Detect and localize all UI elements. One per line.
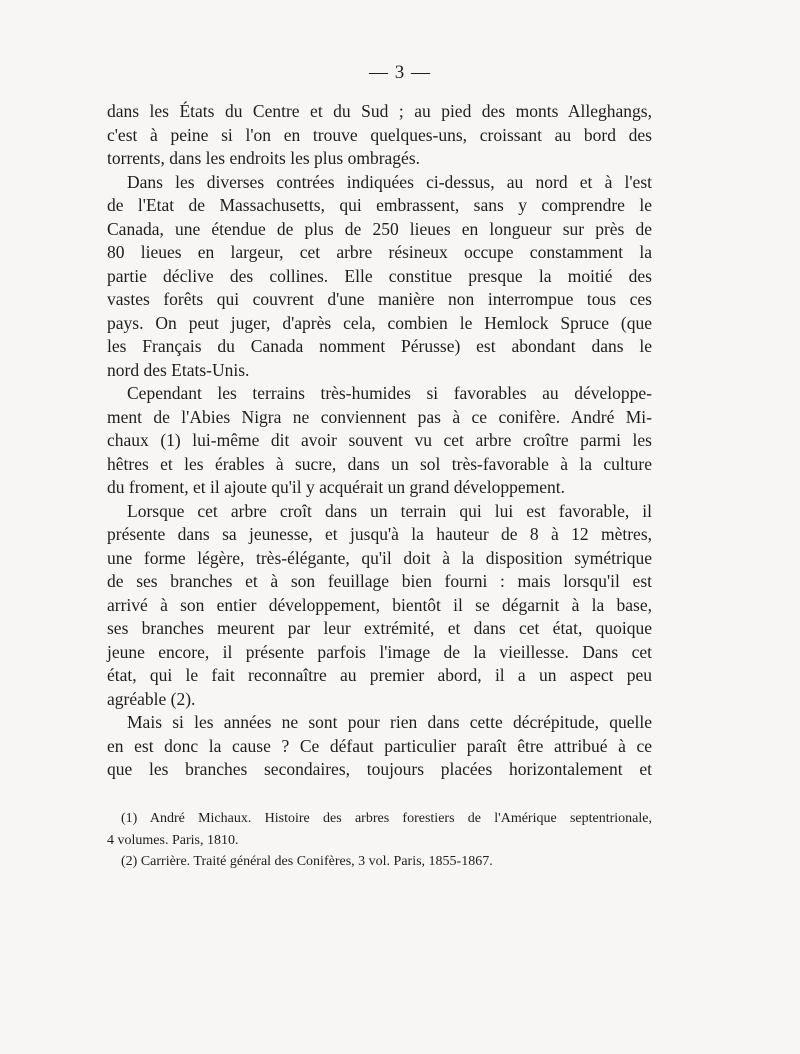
text-line: jeune encore, il présente parfois l'image de la vieillesse. Dans cet — [107, 641, 652, 662]
text-line: état, qui le fait reconnaître au premier abord, il a un aspect peu — [107, 665, 652, 685]
text-line: les Français du Canada nomment Pérusse) est abondant dans le — [107, 336, 652, 356]
text-line: du froment, et il ajoute qu'il y acquérait un grand développement. — [107, 477, 566, 497]
text-line: en est donc la cause ? Ce défaut particulier paraît être attribué à ce — [107, 735, 652, 756]
text-line: Dans les diverses contrées indiquées ci-dessus, au nord et à l'est — [127, 171, 652, 192]
text-line: Cependant les terrains très-humides si favorables au développe- — [127, 383, 652, 403]
text-line: Canada, une étendue de plus de 250 lieues en longueur sur près de — [107, 218, 652, 239]
text-line: dans les États du Centre et du Sud ; au pied des monts Alleghangs, — [107, 101, 652, 121]
text-line: de ses branches et à son feuillage bien fourni : mais lorsqu'il est — [107, 571, 652, 591]
text-line: ses branches meurent par leur extrémité, et dans cet état, quoique — [107, 618, 652, 638]
text-line: chaux (1) lui-même dit avoir souvent vu cet arbre croître parmi les — [107, 430, 652, 450]
text-line: que les branches secondaires, toujours placées horizontalement et — [107, 759, 652, 779]
text-line: partie déclive des collines. Elle constitue presque la moitié des — [107, 265, 652, 286]
footnote-2: (2) Carrière. Traité général des Conifères, 3 vol. Paris, 1855-1867. — [121, 854, 493, 869]
page-number: — 3 — — [369, 62, 431, 83]
text-line: vastes forêts qui couvrent d'une manière non interrompue tous ces — [107, 289, 652, 309]
text-line: ment de l'Abies Nigra ne conviennent pas à ce conifère. André Mi- — [107, 406, 652, 427]
text-line: Mais si les années ne sont pour rien dans cette décrépitude, quelle — [127, 712, 652, 732]
text-line: pays. On peut juger, d'après cela, combien le Hemlock Spruce (que — [107, 312, 652, 333]
footnote-1-continuation: 4 volumes. Paris, 1810. — [107, 832, 239, 848]
text-line: 80 lieues en largeur, cet arbre résineux occupe constamment la — [107, 242, 652, 262]
body-text — [107, 100, 652, 782]
text-line: arrivé à son entier développement, bientôt il se dégarnit à la base, — [107, 594, 652, 615]
text-line: une forme légère, très-élégante, qu'il doit à la disposition symétrique — [107, 547, 652, 568]
text-line: de l'Etat de Massachusetts, qui embrassent, sans y comprendre le — [107, 195, 652, 215]
text-line: c'est à peine si l'on en trouve quelques-uns, croissant au bord des — [107, 124, 652, 145]
footnote-1: (1) André Michaux. Histoire des arbres forestiers de l'Amérique septentrionale, — [121, 811, 652, 826]
text-line: torrents, dans les endroits les plus ombragés. — [107, 148, 421, 168]
text-line: Lorsque cet arbre croît dans un terrain qui lui est favorable, il — [127, 500, 652, 521]
text-line: présente dans sa jeunesse, et jusqu'à la hauteur de 8 à 12 mètres, — [107, 524, 652, 544]
text-line: hêtres et les érables à sucre, dans un sol très-favorable à la culture — [107, 453, 652, 474]
footnotes — [107, 808, 652, 873]
text-line: nord des Etats-Unis. — [107, 359, 250, 380]
text-line: agréable (2). — [107, 688, 196, 709]
